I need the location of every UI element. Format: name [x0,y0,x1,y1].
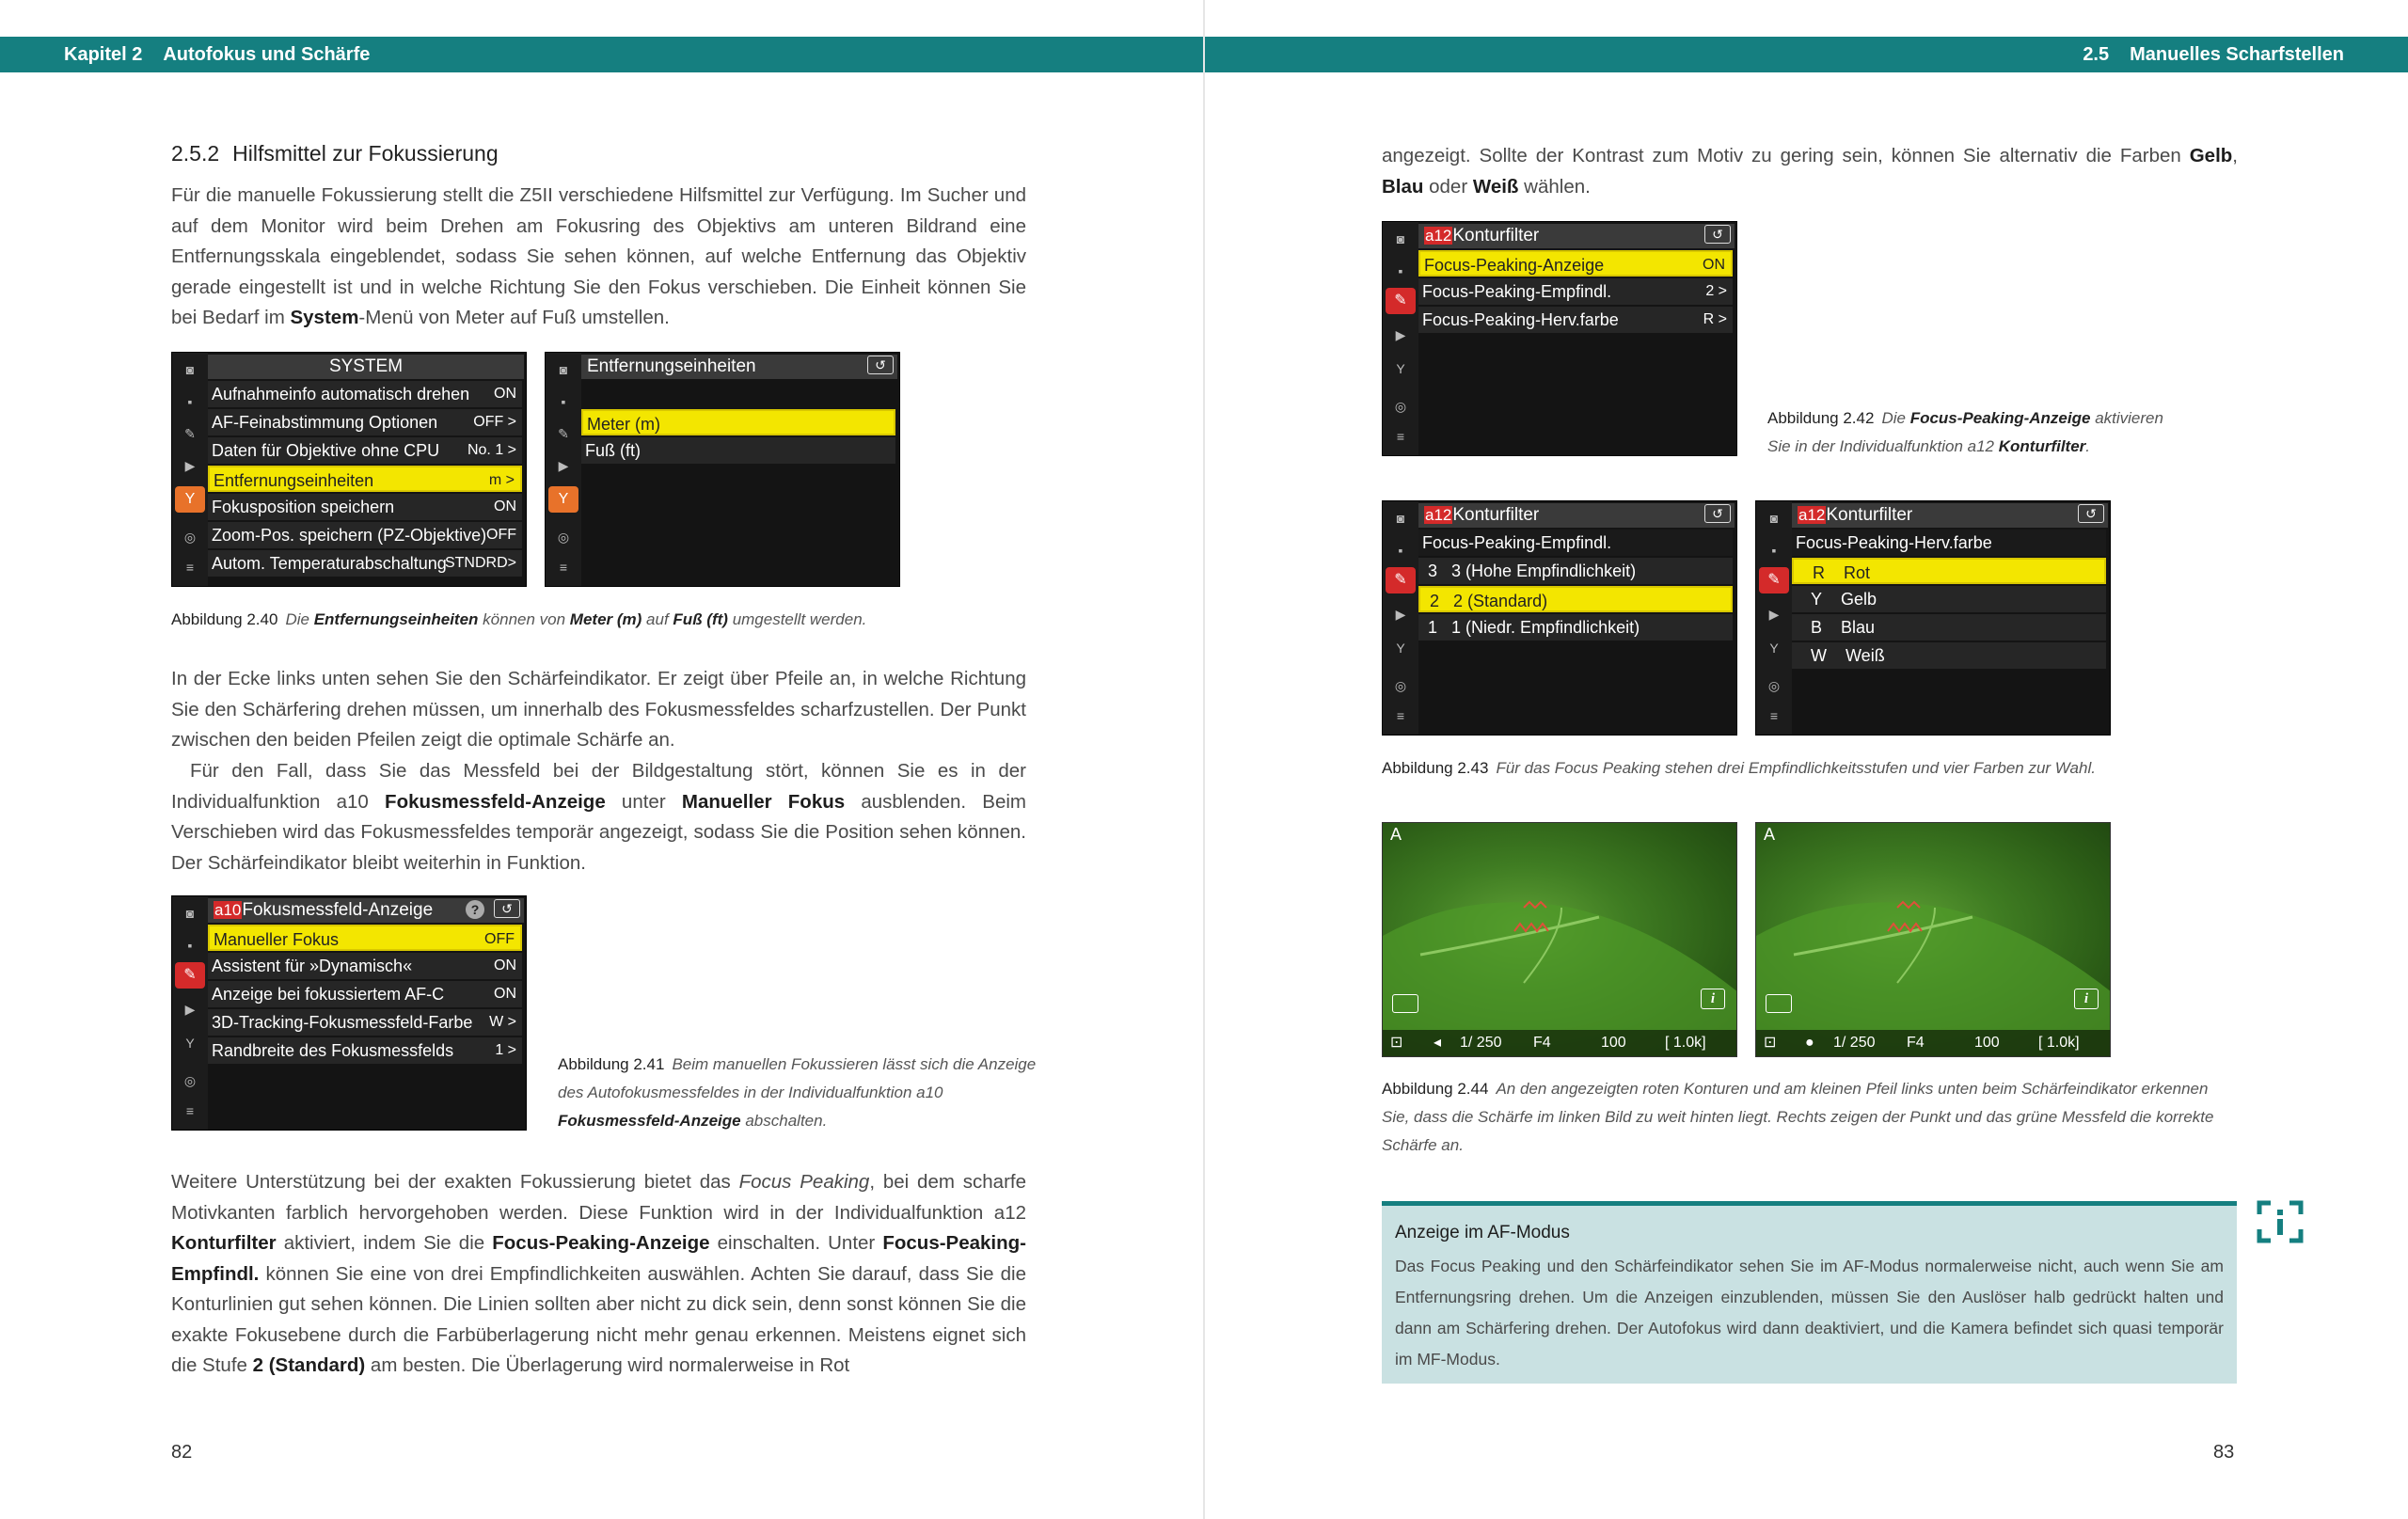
wrench-icon: Y [1396,361,1405,376]
figure-caption-2-41: Abbildung 2.41 Beim manuellen Fokussieren lässt sich die Anzeige des Autofokusmessfeldes in der Individualfunktion a10 Fokusmessfeld-Anzeige abschalten. [558,1055,1037,1130]
menu-sidebar [1383,501,1418,735]
back-icon: ↺ [867,356,894,374]
menu-row-selected: Manueller Fokus OFF [208,925,522,951]
menu-row-selected: Focus-Peaking-Anzeige ON [1418,250,1733,277]
mymenu-icon: ≡ [1396,708,1405,723]
menu-row: Assistent für »Dynamisch« ON [208,953,522,979]
menu-row: Anzeige bei fokussiertem AF-C ON [208,981,522,1007]
mymenu-icon: ≡ [559,560,568,575]
mymenu-icon: ≡ [1396,429,1405,444]
leaf-shape [1383,823,1737,1057]
leaf-photo-right [1755,822,2111,1057]
mymenu-icon: ≡ [1769,708,1779,723]
menu-row: 3 3 (Hohe Empfindlichkeit) [1418,558,1733,584]
menu-subtitle: Focus-Peaking-Herv.farbe [1792,530,2106,556]
network-icon: ◎ [1767,678,1781,693]
paragraph-1: Für die manuelle Fokussierung stellt die Z5II verschiedene Hilfsmittel zur Verfügung. Im Sucher und auf dem Monitor wird beim Drehen am Fokusring des Objektivs am unteren Bildrand eine Entfernungsskala eingeblendet, sodass Sie sehen können, auf welche Entfernung das Objektiv gerade eingestellt ist und in welche Richtung Sie den Fokus verschieben. Die Einheit können Sie bei Bedarf im System-Menü von Meter auf Fuß umstellen. [171,184,1026,328]
menu-row: Focus-Peaking-Empfindl. 2 > [1418,278,1733,305]
menu-title: a12Konturfilter [1418,503,1735,528]
paragraph-2: In der Ecke links unten sehen Sie den Schärfeindikator. Er zeigt über Pfeile an, in welche Richtung Sie den Schärfering drehen müssen, um innerhalb des Fokusmessfeldes scharfzustellen. Der Punkt zwischen den beiden Pfeilen zeigt die optimale Schärfe an. [171,668,1026,751]
menu-sidebar [172,896,208,1130]
right-running-header [1205,37,2408,72]
paragraph-top: angezeigt. Sollte der Kontrast zum Motiv zu gering sein, können Sie alternativ die Farben Gelb, Blau oder Weiß wählen. [1382,145,2238,198]
left-running-header [0,37,1203,72]
menu-row: Y Gelb [1792,586,2106,612]
playback-icon: ▶ [1395,607,1406,622]
network-icon: ◎ [183,530,197,545]
back-icon: ↺ [2078,504,2104,523]
section-label: 2.5 [2083,43,2110,65]
focus-bracket-icon [2256,1199,2305,1244]
info-box-title: Anzeige im AF-Modus [1395,1223,1570,1242]
menu-row: Fuß (ft) [581,437,895,464]
section-heading: 2.5.2 Hilfsmittel zur Fokussierung [171,141,499,166]
camera-icon: ◙ [1769,511,1779,526]
video-icon: ▪ [1398,543,1403,558]
network-icon: ◎ [1394,678,1407,693]
video-icon: ▪ [1771,543,1777,558]
help-icon: ? [466,900,484,919]
video-icon: ▪ [561,394,566,409]
chapter-title: Autofokus und Schärfe [163,43,371,65]
wrench-icon: Y [175,486,205,513]
camera-mode-icon [1766,994,1792,1013]
pencil-icon: ✎ [558,426,569,441]
menu-row-selected: Entfernungseinheiten m > [208,466,522,492]
menu-row: Aufnahmeinfo automatisch drehen ON [208,381,522,407]
menu-sidebar [546,353,581,586]
figure-caption-2-44: Abbildung 2.44 An den angezeigten roten Konturen und am kleinen Pfeil links unten beim Schärfeindikator erkennen Sie, dass die Schärfe im linken Bild zu weit hinten liegt. Rechts zeigen der Punkt und das grüne Messfeld die korrekte Schärfe an. [1382,1080,2214,1154]
exposure-bar: ⊡ ● 1/ 250 F4 100 [ 1.0k] [1756,1030,2110,1056]
wrench-icon: Y [1769,641,1779,656]
playback-icon: ▶ [184,458,196,473]
paragraph-3: Für den Fall, dass Sie das Messfeld bei der Bildgestaltung stört, können Sie es in der Individualfunktion a10 Fokusmessfeld-Anzeige unter Manueller Fokus ausblenden. Beim Verschieben wird das Fokusmessfeldes temporär angezeigt, sodass Sie die Position sehen können. Der Schärfeindikator bleibt weiterhin in Funktion. [171,760,1026,874]
chapter-label: Kapitel 2 [64,43,143,65]
mode-indicator: A [1390,825,1402,844]
exposure-bar: ⊡ ◂ 1/ 250 F4 100 [ 1.0k] [1383,1030,1736,1056]
menu-title: a10Fokusmessfeld-Anzeige [208,898,524,923]
page-number-left: 82 [171,1442,193,1463]
pencil-icon: ✎ [1759,567,1789,593]
metering-icon: ⊡ [1764,1035,1777,1051]
network-icon: ◎ [1394,399,1407,414]
menu-row-selected: 2 2 (Standard) [1418,586,1733,612]
figure-caption-2-43: Abbildung 2.43 Für das Focus Peaking stehen drei Empfindlichkeitsstufen und vier Farben zur Wahl. [1382,759,2096,777]
menu-row-selected: Meter (m) [581,409,895,435]
menu-row: Daten für Objektive ohne CPU No. 1 > [208,437,522,464]
menu-title: SYSTEM [208,355,524,379]
page-number-right: 83 [2213,1442,2235,1463]
menu-title: a12Konturfilter [1418,224,1735,248]
menu-row: 1 1 (Niedr. Empfindlichkeit) [1418,614,1733,641]
menu-row-selected: R Rot [1792,558,2106,584]
menu-title: Entfernungseinheiten [581,355,897,379]
menu-row: Fokusposition speichern ON [208,494,522,520]
leaf-photo-left [1382,822,1737,1057]
menu-sidebar [172,353,208,586]
section-title: Manuelles Scharfstellen [2130,43,2344,65]
menu-row: 3D-Tracking-Fokusmessfeld-Farbe W > [208,1009,522,1036]
mode-indicator: A [1764,825,1776,844]
section-heading-block [171,141,1026,166]
menu-row: Zoom-Pos. speichern (PZ-Objektive) OFF [208,522,522,548]
playback-icon: ▶ [558,458,569,473]
camera-screen-system-menu [171,352,527,587]
menu-sidebar [1756,501,1792,735]
figure-caption-2-42: Abbildung 2.42 Die Focus-Peaking-Anzeige aktivieren Sie in der Individualfunktion a12 Konturfilter. [1767,409,2163,455]
camera-icon: ◙ [185,906,195,921]
leaf-shape [1756,823,2111,1057]
video-icon: ▪ [187,394,193,409]
pencil-icon: ✎ [184,426,196,441]
menu-subtitle: Focus-Peaking-Empfindl. [1418,530,1733,556]
camera-screen-peaking-sensitivity [1382,500,1737,736]
paragraph-4: Weitere Unterstützung bei der exakten Fokussierung bietet das Focus Peaking, bei dem scharfe Motivkanten farblich hervorgehoben werden. Diese Funktion wird in der Individualfunktion a12 Konturfilter aktiviert, indem Sie die Focus-Peaking-Anzeige einschalten. Unter Focus-Peaking-Empfindl. können Sie eine von drei Empfindlichkeiten auswählen. Achten Sie darauf, dass Sie die Konturlinien gut sehen können. Die Linien sollten aber nicht zu dick sein, denn sonst können Sie die exakte Fokusebene durch die Farbüberlagerung nicht mehr genau erkennen. Meistens eignet sich die Stufe 2 (Standard) am besten. Die Überlagerung wird normalerweise in Rot [171,1171,1026,1376]
playback-icon: ▶ [1768,607,1780,622]
network-icon: ◎ [557,530,570,545]
back-icon: ↺ [1704,225,1731,244]
camera-icon: ◙ [1396,231,1405,246]
menu-row: AF-Feinabstimmung Optionen OFF > [208,409,522,435]
playback-icon: ▶ [184,1002,196,1017]
camera-icon: ◙ [1396,511,1405,526]
video-icon: ▪ [187,938,193,953]
back-icon: ↺ [1704,504,1731,523]
network-icon: ◎ [183,1073,197,1088]
wrench-icon: Y [185,1036,195,1051]
menu-sidebar [1383,222,1418,455]
menu-row: Autom. Temperaturabschaltung STNDRD> [208,550,522,577]
menu-row: W Weiß [1792,642,2106,669]
menu-title: a12Konturfilter [1792,503,2108,528]
info-icon: i [2074,989,2099,1009]
focus-dot-icon: ● [1805,1035,1814,1051]
menu-row: Focus-Peaking-Herv.farbe R > [1418,307,1733,333]
info-icon: i [1701,989,1725,1009]
page-spine [1203,0,1205,1519]
camera-screen-a12 [1382,221,1737,456]
video-icon: ▪ [1398,263,1403,278]
pencil-icon: ✎ [1386,567,1416,593]
focus-arrow-icon: ◂ [1434,1035,1442,1051]
camera-screen-a10 [171,895,527,1131]
camera-icon: ◙ [559,362,568,377]
figure-caption-2-40: Abbildung 2.40 Die Entfernungseinheiten können von Meter (m) auf Fuß (ft) umgestellt werden. [171,610,867,628]
back-icon: ↺ [494,899,520,918]
camera-mode-icon [1392,994,1418,1013]
mymenu-icon: ≡ [185,1103,195,1118]
menu-row: B Blau [1792,614,2106,641]
wrench-icon: Y [548,486,578,513]
pencil-icon: ✎ [1386,288,1416,314]
pencil-icon: ✎ [175,962,205,989]
mymenu-icon: ≡ [185,560,195,575]
camera-screen-peaking-color [1755,500,2111,736]
camera-screen-distance-units [545,352,900,587]
wrench-icon: Y [1396,641,1405,656]
info-box [1382,1201,2237,1384]
metering-icon: ⊡ [1390,1035,1403,1051]
info-box-text: Das Focus Peaking und den Schärfeindikator sehen Sie im AF-Modus normalerweise nicht, auch wenn Sie am Entfernungsring drehen. Um die Anzeigen einzublenden, müssen Sie den Auslöser halb gedrückt halten und dann am Schärfering drehen. Der Autofokus wird dann deaktiviert, und die Kamera befindet sich quasi temporär im MF-Modus. [1395,1257,2224,1369]
playback-icon: ▶ [1395,327,1406,342]
menu-row: Randbreite des Fokusmessfelds 1 > [208,1037,522,1064]
camera-icon: ◙ [185,362,195,377]
